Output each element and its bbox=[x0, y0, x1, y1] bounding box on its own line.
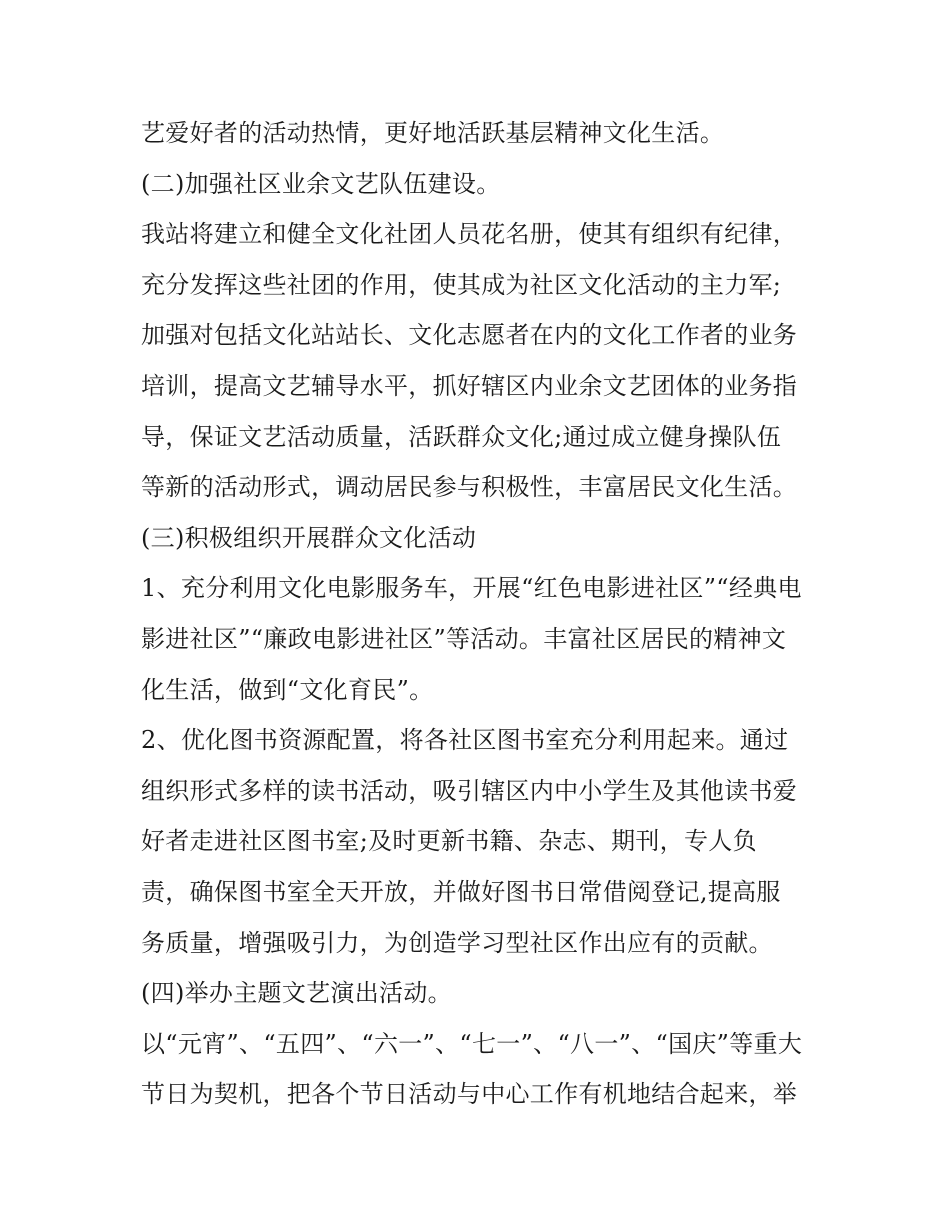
section-heading: (二)加强社区业余文艺队伍建设。 bbox=[141, 169, 501, 198]
text-line: 等新的活动形式，调动居民参与积极性，丰富居民文化生活。 bbox=[141, 473, 798, 502]
text-line: 节日为契机，把各个节日活动与中心工作有机地结合起来，举 bbox=[141, 1080, 798, 1109]
section-heading: (三)积极组织开展群众文化活动 bbox=[141, 523, 477, 552]
text-line: 2、优化图书资源配置，将各社区图书室充分利用起来。通过 bbox=[141, 726, 789, 755]
text-line: 1、充分利用文化电影服务车，开展“红色电影进社区”“经典电 bbox=[141, 574, 802, 603]
text-line: 导，保证文艺活动质量，活跃群众文化;通过成立健身操队伍 bbox=[141, 422, 782, 451]
text-line: 我站将建立和健全文化社团人员花名册，使其有组织有纪律， bbox=[141, 220, 798, 249]
text-line: 以“元宵”、“五四”、“六一”、“七一”、“八一”、“国庆”等重大 bbox=[141, 1029, 803, 1058]
text-line: 责，确保图书室全天开放，并做好图书日常借阅登记,提高服 bbox=[141, 877, 781, 906]
text-line: 化生活，做到“文化育民”。 bbox=[141, 675, 434, 704]
text-line: 好者走进社区图书室;及时更新书籍、杂志、期刊，专人负 bbox=[141, 827, 757, 856]
text-line: 影进社区”“廉政电影进社区”等活动。丰富社区居民的精神文 bbox=[141, 624, 787, 653]
text-line: 充分发挥这些社团的作用，使其成为社区文化活动的主力军; bbox=[141, 270, 782, 299]
text-line: 组织形式多样的读书活动，吸引辖区内中小学生及其他读书爱 bbox=[141, 776, 798, 805]
text-line: 加强对包括文化站站长、文化志愿者在内的文化工作者的业务 bbox=[141, 321, 798, 350]
text-line: 培训，提高文艺辅导水平，抓好辖区内业余文艺团体的业务指 bbox=[141, 371, 798, 400]
text-line: 务质量，增强吸引力，为创造学习型社区作出应有的贡献。 bbox=[141, 928, 773, 957]
text-line: 艺爱好者的活动热情，更好地活跃基层精神文化生活。 bbox=[141, 119, 725, 147]
section-heading: (四)举办主题文艺演出活动。 bbox=[141, 979, 452, 1008]
document-body bbox=[141, 108, 821, 1120]
